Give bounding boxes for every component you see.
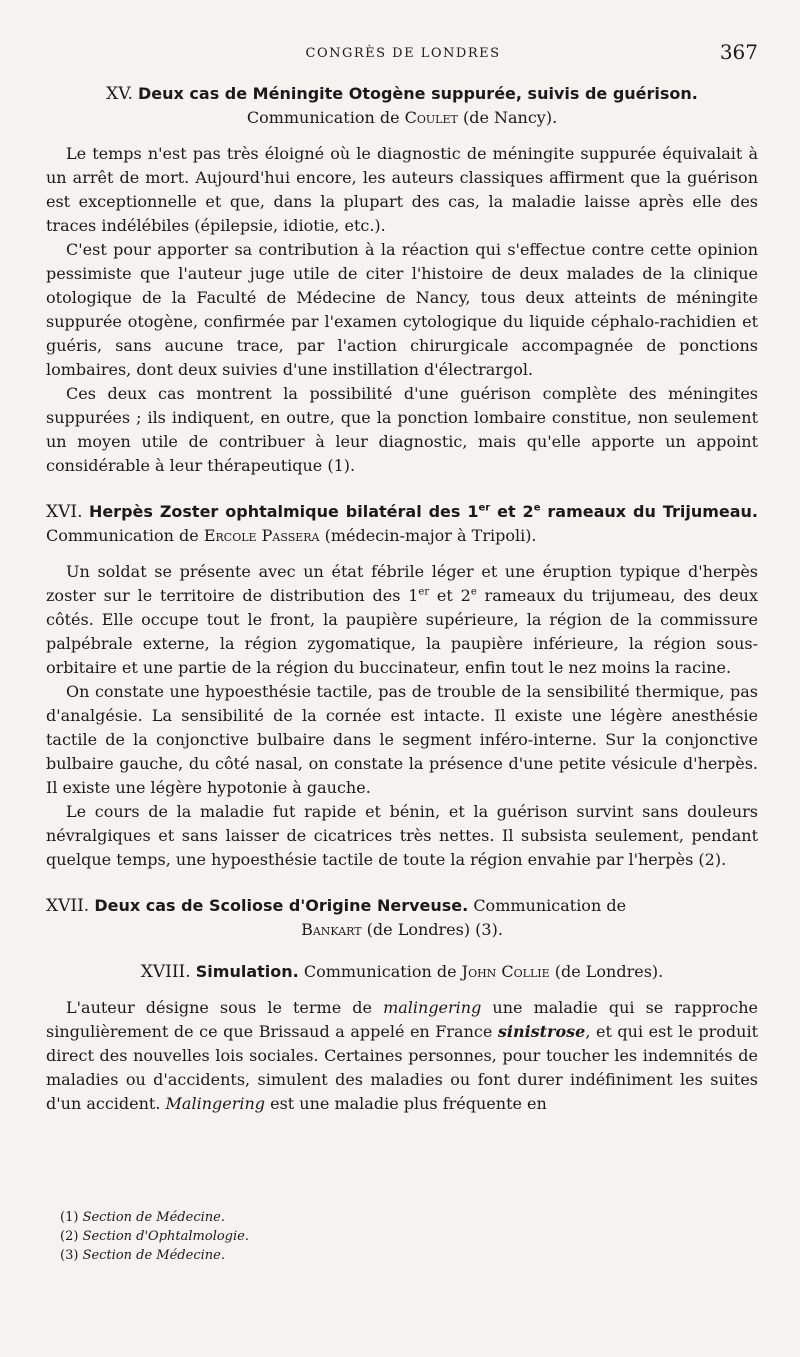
author-affiliation: (de Nancy). bbox=[462, 108, 558, 127]
paragraph: Le temps n'est pas très éloigné où le diagnostic de méningite suppurée équivalait à un arrêt de mort. Aujourd'hui encore, les auteurs classiques affirment que la guérison est exceptionnelle et que, dans la plupart des cas, la maladie laisse après elle des traces indélébiles (épilepsie, idiotie, etc.). bbox=[46, 144, 758, 235]
section-xvii-heading bbox=[46, 894, 758, 918]
paragraph: Ces deux cas montrent la possibilité d'une guérison complète des méningites suppurées ; ils indiquent, en outre, que la ponction lombaire constitue, non seulement un moyen utile de contribuer à leur diagnostic, mais qu'elle apporte un appoint considérable à leur thérapeutique (1). bbox=[46, 384, 758, 475]
section-xv bbox=[46, 82, 758, 478]
section-number: XVIII. bbox=[140, 962, 191, 982]
text-run: est une maladie plus fréquente en bbox=[265, 1094, 547, 1113]
footnote-number: (1) bbox=[60, 1210, 79, 1225]
author-name: Coulet bbox=[404, 108, 458, 127]
italic-term: malingering bbox=[383, 998, 482, 1017]
footnote-number: (3) bbox=[60, 1248, 79, 1263]
ordinal-suffix: er bbox=[478, 502, 491, 514]
communication-label: Communication de bbox=[246, 108, 400, 127]
page-content bbox=[46, 80, 758, 1116]
author-affiliation: (de Londres). bbox=[554, 962, 664, 981]
text-run: rameaux du trijumeau, des deux côtés. Elle occupe tout le front, la paupière supérieure, la région de la commissure palpébrale externe, la région zygomatique, la paupière inférieure, la région sous-orbitaire et une partie de la région du buccinateur, enfin tout le nez moins la racine. bbox=[46, 586, 758, 677]
section-title: Simulation. bbox=[195, 962, 299, 981]
section-number: XVI. bbox=[46, 502, 83, 522]
text-run: L'auteur désigne sous le terme de bbox=[66, 998, 384, 1017]
communication-label: Communication de bbox=[473, 896, 627, 915]
section-xvi-heading bbox=[46, 500, 758, 548]
running-title: CONGRÈS DE LONDRES bbox=[305, 46, 501, 61]
footnote-text: Section de Médecine. bbox=[82, 1210, 225, 1225]
section-xv-communication bbox=[46, 106, 758, 130]
section-xv-heading bbox=[46, 82, 758, 106]
section-title: Deux cas de Méningite Otogène suppurée, suivis de guérison. bbox=[138, 84, 698, 103]
ordinal-suffix: e bbox=[533, 502, 541, 514]
section-xvii-author bbox=[46, 918, 758, 942]
ordinal-suffix: er bbox=[418, 586, 430, 598]
page-header bbox=[48, 40, 758, 66]
footnote-number: (2) bbox=[60, 1229, 79, 1244]
author-name: Ercole Passera bbox=[203, 526, 320, 545]
section-xvi bbox=[46, 500, 758, 872]
author-name: Bankart bbox=[301, 920, 362, 939]
section-xviii bbox=[46, 960, 758, 1116]
communication-label: Communication de bbox=[46, 526, 199, 545]
author-affiliation: (médecin-major à Tripoli). bbox=[324, 526, 537, 545]
text-run: , et qui est le produit direct des nouvelles lois sociales. Certaines personnes, pour toucher les indemnités de maladies ou d'accidents, simulent des maladies ou font durer indéfiniment les suites d'un accident. bbox=[46, 1022, 759, 1113]
text-run: Un soldat se présente avec un état fébrile léger et une éruption typique d'herpès zoster sur le territoire de distribution des 1 bbox=[46, 562, 758, 605]
author-name: John Collie bbox=[461, 962, 550, 981]
ordinal-suffix: e bbox=[470, 586, 477, 598]
section-number: XVII. bbox=[46, 896, 90, 916]
section-xviii-heading bbox=[46, 960, 758, 984]
paragraph: Le cours de la maladie fut rapide et bénin, et la guérison survint sans douleurs névralgiques et sans laisser de cicatrices très nettes. Il subsista seulement, pendant quelque temps, une hypoesthésie tactile de toute la région envahie par l'herpès (2). bbox=[46, 802, 758, 869]
section-number: XV. bbox=[106, 84, 133, 104]
footnote bbox=[60, 1208, 249, 1227]
text-run: et 2 bbox=[429, 586, 471, 605]
section-title: Deux cas de Scoliose d'Origine Nerveuse. bbox=[94, 896, 469, 915]
page-number: 367 bbox=[719, 40, 758, 64]
italic-term: sinistrose bbox=[497, 1022, 586, 1041]
footnotes bbox=[60, 1208, 249, 1265]
paragraph bbox=[46, 996, 758, 1116]
italic-term: Malingering bbox=[165, 1094, 266, 1113]
title-part: et 2 bbox=[490, 502, 534, 521]
title-part: rameaux du Trijumeau. bbox=[540, 502, 759, 521]
text-run: une maladie qui se rapproche singulièrement de ce que Brissaud a appelé en France bbox=[46, 998, 759, 1041]
footnote bbox=[60, 1227, 249, 1246]
footnote bbox=[60, 1246, 249, 1265]
title-part: Herpès Zoster ophtalmique bilatéral des 1 bbox=[88, 502, 479, 521]
paragraph bbox=[46, 560, 758, 680]
section-xvii bbox=[46, 894, 758, 942]
paragraph: C'est pour apporter sa contribution à la réaction qui s'effectue contre cette opinion pessimiste que l'auteur juge utile de citer l'histoire de deux malades de la clinique otologique de la Faculté de Médecine de Nancy, tous deux atteints de méningite suppurée otogène, confirmée par l'examen cytologique du liquide céphalo-rachidien et guéris, sans aucune trace, par l'action chirurgicale accompagnée de ponctions lombaires, dont deux suivies d'une instillation d'électrargol. bbox=[46, 240, 758, 379]
paragraph: On constate une hypoesthésie tactile, pas de trouble de la sensibilité thermique, pas d'analgésie. La sensibilité de la cornée est intacte. Il existe une légère anesthésie tactile de la conjonctive bulbaire dans le segment inféro-interne. Sur la conjonctive bulbaire gauche, du côté nasal, on constate la présence d'une petite vésicule d'herpès. Il existe une légère hypotonie à gauche. bbox=[46, 682, 758, 797]
author-affiliation: (de Londres) (3). bbox=[366, 920, 503, 939]
footnote-text: Section d'Ophtalmologie. bbox=[82, 1229, 249, 1244]
footnote-text: Section de Médecine. bbox=[82, 1248, 225, 1263]
section-title bbox=[89, 502, 758, 521]
communication-label: Communication de bbox=[303, 962, 457, 981]
